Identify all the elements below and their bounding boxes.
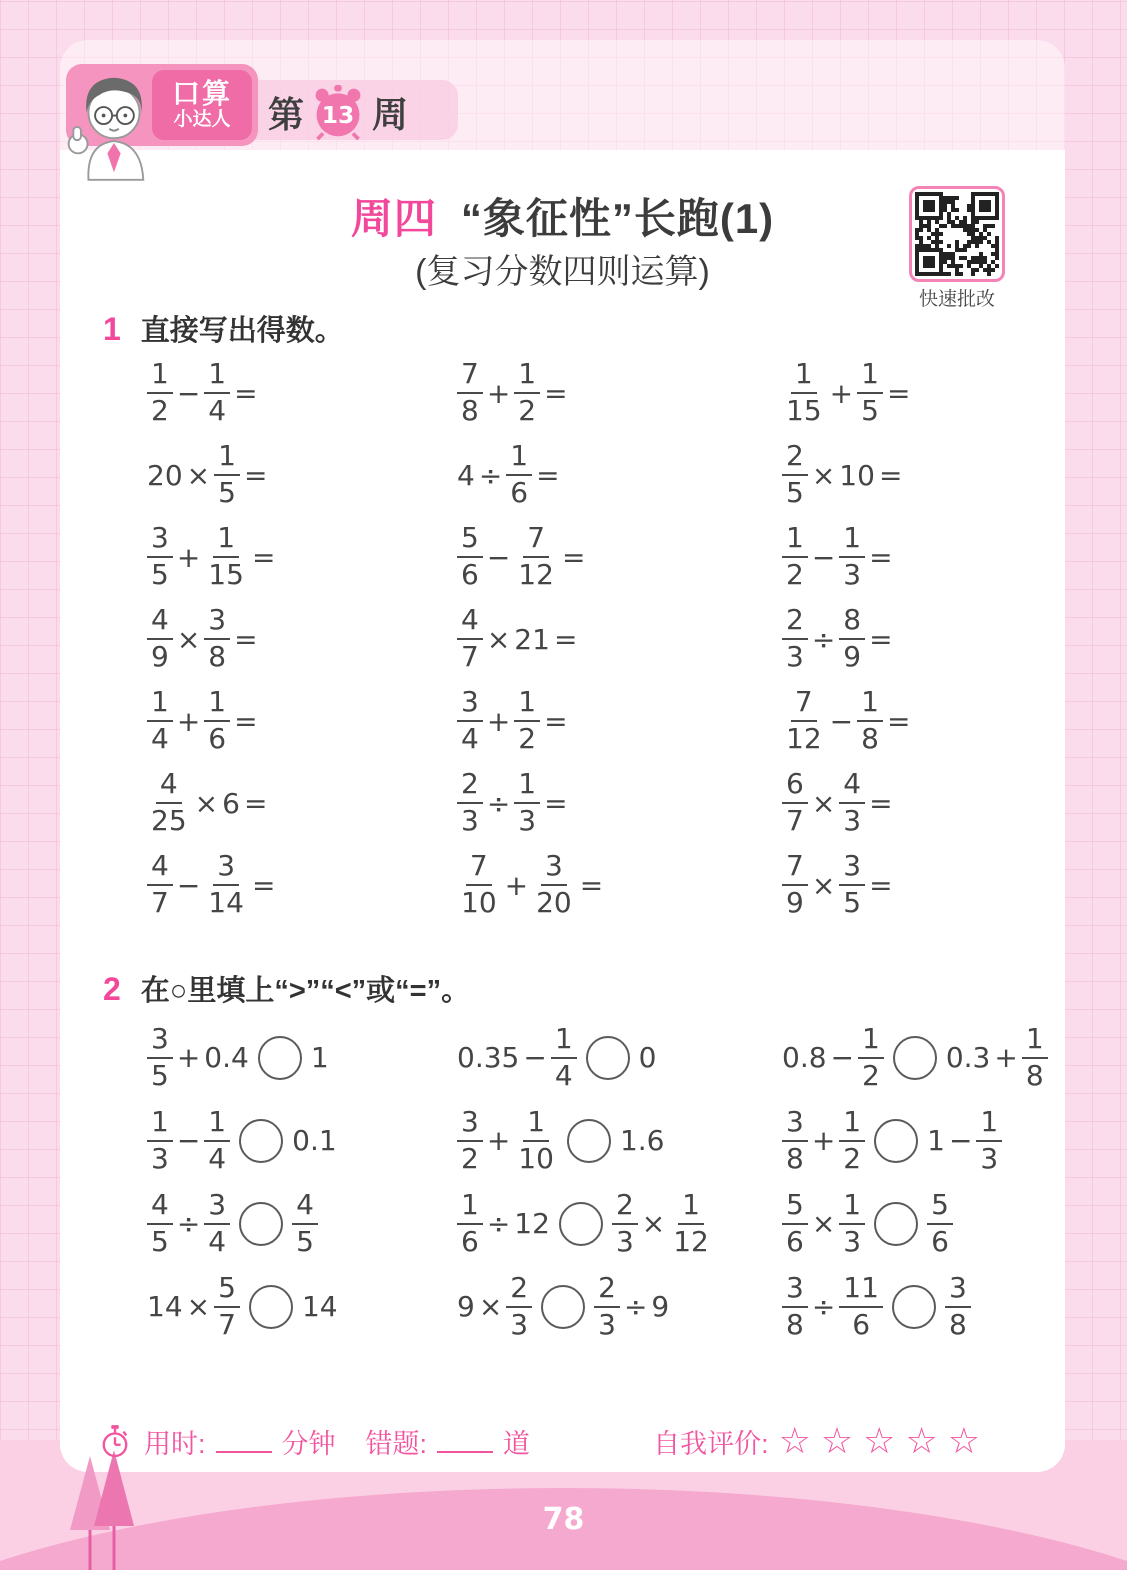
comparison-circle[interactable]: [559, 1202, 603, 1246]
fraction: $\frac{2}{5}$: [782, 441, 808, 509]
math-token: =: [234, 376, 258, 410]
math-token: −: [830, 1041, 854, 1074]
math-token: =: [243, 786, 268, 820]
math-problem: [145, 1265, 455, 1348]
math-token: 0.3: [945, 1041, 991, 1074]
comparison-circle[interactable]: [874, 1119, 918, 1163]
title-main: “象征性”长跑(1): [460, 195, 775, 242]
math-problem: [780, 1099, 1050, 1182]
math-problem: [455, 1016, 780, 1099]
math-token: −: [811, 540, 836, 574]
section2-title: 在○里填上“>”“<”或“=”。: [140, 975, 471, 1007]
math-token: =: [234, 704, 258, 738]
math-token: ×: [641, 1207, 666, 1240]
footer-bar: [100, 1420, 1030, 1462]
fraction: $\frac{3}{5}$: [147, 1024, 173, 1092]
math-token: =: [579, 868, 604, 902]
fraction: $\frac{2}{3}$: [506, 1273, 532, 1341]
math-token: 14: [301, 1290, 338, 1323]
math-problem: [455, 762, 780, 844]
math-token: +: [486, 376, 511, 410]
section2-problems: [145, 1016, 1044, 1348]
fraction: $\frac{1}{3}$: [147, 1107, 173, 1175]
fraction: $\frac{2}{3}$: [612, 1190, 638, 1258]
math-token: =: [544, 376, 568, 410]
section1-number: 1: [103, 311, 121, 347]
fraction: $\frac{1}{4}$: [551, 1024, 577, 1092]
fraction: $\frac{3}{8}$: [782, 1107, 808, 1175]
fraction: $\frac{3}{14}$: [208, 849, 244, 919]
math-token: 9: [457, 1290, 475, 1323]
math-token: =: [243, 458, 268, 492]
fraction: $\frac{7}{8}$: [457, 359, 483, 427]
math-problem: [455, 844, 780, 926]
math-token: =: [886, 704, 911, 738]
fraction: $\frac{3}{2}$: [457, 1107, 483, 1175]
week-suffix: 周: [372, 93, 409, 135]
fraction: $\frac{1}{15}$: [786, 357, 822, 427]
math-token: ×: [186, 1290, 211, 1323]
math-token: 12: [514, 1207, 550, 1240]
fraction: $\frac{1}{3}$: [976, 1107, 1002, 1175]
math-problem: [145, 1099, 455, 1182]
fraction: $\frac{5}{6}$: [457, 523, 483, 591]
comparison-circle[interactable]: [567, 1119, 611, 1163]
math-token: −: [176, 868, 201, 902]
math-token: 0: [638, 1041, 657, 1074]
math-token: 0.35: [457, 1041, 520, 1074]
math-problem: [455, 598, 780, 680]
math-token: 1.6: [619, 1124, 665, 1157]
math-token: ÷: [811, 622, 836, 656]
errors-label: 错题:: [365, 1428, 428, 1459]
fraction: $\frac{1}{3}$: [514, 769, 540, 837]
page-subtitle: (复习分数四则运算): [415, 253, 710, 291]
fraction: $\frac{1}{6}$: [506, 441, 532, 509]
math-token: 10: [839, 458, 875, 492]
fraction: $\frac{1}{5}$: [857, 359, 883, 427]
fraction: $\frac{1}{5}$: [214, 441, 240, 509]
fraction: $\frac{1}{4}$: [204, 1107, 230, 1175]
math-problem: [780, 1265, 1050, 1348]
fraction: $\frac{2}{3}$: [594, 1273, 620, 1341]
math-token: =: [869, 622, 893, 656]
fraction: $\frac{1}{2}$: [514, 359, 540, 427]
alarm-clock-icon: [310, 83, 366, 141]
fraction: $\frac{3}{4}$: [457, 687, 483, 755]
math-token: 1: [927, 1124, 945, 1157]
fraction: $\frac{4}{5}$: [292, 1190, 318, 1258]
section1-title: 直接写出得数。: [140, 315, 344, 347]
fraction: $\frac{1}{4}$: [204, 359, 230, 427]
fraction: $\frac{7}{12}$: [786, 685, 822, 755]
math-token: 4: [457, 458, 475, 492]
math-problem: [780, 762, 1005, 844]
math-problem: [780, 1182, 1050, 1265]
math-problem: [145, 434, 455, 516]
math-token: ×: [811, 868, 836, 902]
math-token: =: [869, 786, 893, 820]
math-token: +: [486, 704, 511, 738]
math-problem: [455, 434, 780, 516]
math-problem: [455, 1182, 780, 1265]
section2-number: 2: [103, 971, 121, 1007]
math-problem: [780, 434, 1005, 516]
errors-blank-field[interactable]: [437, 1429, 493, 1453]
math-token: ÷: [176, 1207, 201, 1240]
math-token: ×: [811, 1207, 836, 1240]
fraction: $\frac{2}{3}$: [782, 605, 808, 673]
errors-unit: 道: [503, 1428, 531, 1459]
math-token: 1: [310, 1041, 329, 1074]
svg-text:13: 13: [321, 101, 355, 130]
qr-code-icon[interactable]: [909, 186, 1005, 282]
fraction: $\frac{4}{5}$: [147, 1190, 173, 1258]
math-problem: [780, 844, 1005, 926]
math-problem: [145, 516, 455, 598]
math-token: ×: [186, 458, 211, 492]
math-token: +: [504, 868, 529, 902]
math-problem: [780, 598, 1005, 680]
math-token: ×: [811, 458, 836, 492]
fraction: $\frac{1}{8}$: [1022, 1024, 1048, 1092]
math-problem: [780, 680, 1005, 762]
fraction: $\frac{1}{12}$: [673, 1187, 709, 1258]
math-token: =: [869, 540, 893, 574]
math-token: 20: [147, 458, 183, 492]
math-problem: [145, 762, 455, 844]
footer-left: [100, 1422, 530, 1461]
fraction: $\frac{5}{6}$: [782, 1190, 808, 1258]
math-token: =: [878, 458, 903, 492]
math-token: ×: [194, 786, 219, 820]
math-token: ÷: [486, 786, 511, 820]
fraction: $\frac{8}{9}$: [839, 605, 865, 673]
fraction: $\frac{3}{5}$: [147, 523, 173, 591]
math-token: 0.4: [204, 1041, 249, 1074]
math-token: =: [561, 540, 586, 574]
math-token: −: [176, 1124, 201, 1157]
comparison-circle[interactable]: [892, 1285, 936, 1329]
qr-code-label: 快速批改: [918, 289, 995, 310]
fraction: $\frac{1}{6}$: [457, 1190, 483, 1258]
math-problem: [455, 352, 780, 434]
time-label: 用时:: [144, 1428, 206, 1459]
fraction: $\frac{4}{7}$: [457, 605, 483, 673]
math-problem: [145, 1016, 455, 1099]
math-token: 0.8: [782, 1041, 827, 1074]
math-token: =: [869, 868, 893, 902]
math-problem: [455, 1099, 780, 1182]
qr-code-block: [905, 186, 1009, 311]
fraction: $\frac{1}{2}$: [858, 1024, 884, 1092]
fraction: $\frac{1}{2}$: [782, 523, 808, 591]
fraction: $\frac{1}{2}$: [839, 1107, 865, 1175]
stopwatch-icon: [100, 1423, 130, 1459]
math-problem: [145, 680, 455, 762]
fraction: $\frac{4}{9}$: [147, 605, 173, 673]
math-problem: [145, 598, 455, 680]
comparison-circle[interactable]: [874, 1202, 918, 1246]
rating-stars[interactable]: ☆☆☆☆☆: [778, 1420, 990, 1461]
fraction: $\frac{3}{8}$: [945, 1273, 971, 1341]
section2-heading: [103, 968, 470, 1009]
brand-title: 口算: [171, 78, 232, 110]
fraction: $\frac{1}{15}$: [208, 521, 244, 591]
math-token: 14: [147, 1290, 183, 1323]
math-token: 6: [222, 786, 240, 820]
math-token: =: [544, 704, 568, 738]
math-token: ×: [811, 786, 836, 820]
section1-problems: [145, 352, 1005, 926]
math-token: =: [251, 540, 276, 574]
fraction: $\frac{1}{10}$: [518, 1104, 554, 1175]
math-token: =: [544, 786, 568, 820]
comparison-circle[interactable]: [586, 1036, 630, 1080]
math-problem: [145, 1182, 455, 1265]
time-unit: 分钟: [281, 1428, 336, 1459]
fraction: $\frac{3}{8}$: [204, 605, 230, 673]
math-token: +: [176, 1041, 201, 1074]
math-token: ÷: [811, 1290, 836, 1323]
math-problem: [455, 680, 780, 762]
fraction: $\frac{7}{10}$: [461, 849, 497, 919]
math-problem: [455, 1265, 780, 1348]
math-token: −: [948, 1124, 973, 1157]
fraction: $\frac{1}{8}$: [857, 687, 883, 755]
math-token: =: [251, 868, 276, 902]
math-token: 9: [651, 1290, 670, 1323]
fraction: $\frac{3}{20}$: [536, 849, 572, 919]
math-token: −: [829, 704, 854, 738]
fraction: $\frac{5}{7}$: [214, 1273, 240, 1341]
math-token: ×: [486, 622, 511, 656]
math-token: +: [486, 1124, 511, 1157]
math-token: +: [176, 540, 201, 574]
math-token: 21: [514, 622, 550, 656]
math-token: ÷: [486, 1207, 511, 1240]
fraction: $\frac{4}{25}$: [151, 767, 187, 837]
fraction: $\frac{6}{7}$: [782, 769, 808, 837]
fraction: $\frac{1}{4}$: [147, 687, 173, 755]
fraction: $\frac{1}{2}$: [514, 687, 540, 755]
fraction: $\frac{1}{3}$: [839, 523, 865, 591]
title-day: 周四: [350, 195, 437, 242]
math-token: −: [176, 376, 201, 410]
rating-label: 自我评价:: [653, 1428, 769, 1459]
math-problem: [780, 352, 1005, 434]
math-problem: [780, 1016, 1050, 1099]
comparison-circle[interactable]: [249, 1285, 293, 1329]
fraction: $\frac{7}{9}$: [782, 851, 808, 919]
comparison-circle[interactable]: [893, 1036, 937, 1080]
math-token: +: [811, 1124, 836, 1157]
math-token: +: [829, 376, 854, 410]
fraction: $\frac{2}{3}$: [457, 769, 483, 837]
fraction: $\frac{5}{6}$: [927, 1190, 953, 1258]
brand-logo: [152, 70, 252, 140]
math-token: −: [486, 540, 511, 574]
comparison-circle[interactable]: [541, 1285, 585, 1329]
math-problem: [145, 352, 455, 434]
math-problem: [455, 516, 780, 598]
fraction: $\frac{1}{3}$: [839, 1190, 865, 1258]
fraction: $\frac{3}{8}$: [782, 1273, 808, 1341]
brand-badge: [66, 64, 258, 146]
fraction: $\frac{11}{6}$: [839, 1273, 883, 1341]
math-problem: [145, 844, 455, 926]
fraction: $\frac{3}{4}$: [204, 1190, 230, 1258]
math-token: 0.1: [292, 1124, 337, 1157]
comparison-circle[interactable]: [239, 1202, 283, 1246]
comparison-circle[interactable]: [258, 1036, 302, 1080]
fraction: $\frac{7}{12}$: [518, 521, 554, 591]
fraction: $\frac{4}{3}$: [839, 769, 865, 837]
math-token: ×: [478, 1290, 503, 1323]
math-token: =: [536, 458, 560, 492]
fraction: $\frac{3}{5}$: [839, 851, 865, 919]
math-token: ÷: [478, 458, 503, 492]
comparison-circle[interactable]: [239, 1119, 283, 1163]
math-token: =: [234, 622, 258, 656]
week-prefix: 第: [268, 93, 305, 135]
math-token: +: [176, 704, 201, 738]
section1-heading: [103, 308, 344, 349]
math-token: ÷: [623, 1290, 648, 1323]
fraction: $\frac{1}{6}$: [204, 687, 230, 755]
fraction: $\frac{1}{2}$: [147, 359, 173, 427]
fraction: $\frac{4}{7}$: [147, 851, 173, 919]
time-blank-field[interactable]: [216, 1429, 272, 1453]
math-token: ×: [176, 622, 201, 656]
week-label: [268, 84, 408, 140]
math-token: −: [523, 1041, 547, 1074]
math-token: =: [553, 622, 578, 656]
math-token: =: [886, 376, 911, 410]
mascot-boy-icon: [62, 66, 166, 184]
math-problem: [780, 516, 1005, 598]
math-token: +: [994, 1041, 1018, 1074]
page-number: 78: [542, 1502, 585, 1537]
footer-right: [653, 1420, 990, 1462]
brand-subtitle: 小达人: [173, 108, 231, 130]
